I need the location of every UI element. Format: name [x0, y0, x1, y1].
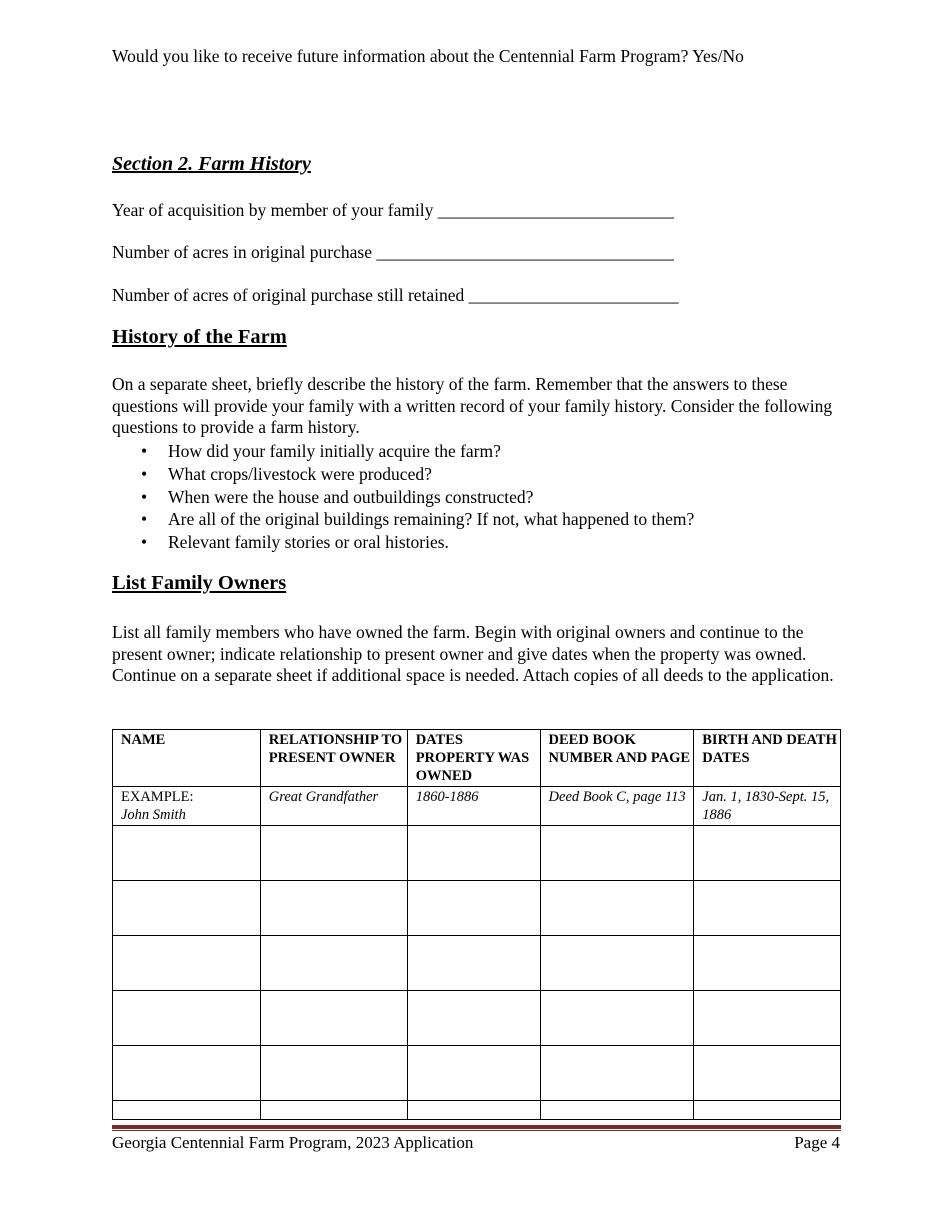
year-of-acquisition-field[interactable]: Year of acquisition by member of your family ___________________________ [112, 200, 675, 220]
table-cell[interactable] [113, 826, 261, 881]
list-item: • How did your family initially acquire the farm? [168, 440, 694, 463]
table-cell[interactable] [260, 881, 407, 936]
table-row [113, 936, 841, 991]
example-birth-death: Jan. 1, 1830-Sept. 15, 1886 [694, 787, 841, 826]
table-cell[interactable] [540, 1046, 694, 1101]
section-2-title: Section 2. Farm History [112, 153, 311, 175]
table-cell[interactable] [540, 881, 694, 936]
table-row [113, 991, 841, 1046]
table-cell[interactable] [113, 881, 261, 936]
table-cell[interactable] [540, 826, 694, 881]
table-cell[interactable] [540, 1101, 694, 1120]
list-item: • When were the house and outbuildings constructed? [168, 486, 694, 509]
example-dates: 1860-1886 [407, 787, 540, 826]
table-cell[interactable] [260, 936, 407, 991]
table-cell[interactable] [407, 881, 540, 936]
table-row [113, 1046, 841, 1101]
footer-rule [112, 1125, 841, 1129]
table-cell[interactable] [694, 991, 841, 1046]
table-cell[interactable] [407, 1101, 540, 1120]
example-label: EXAMPLE: [121, 789, 194, 805]
footer-rule-thin [112, 1130, 841, 1131]
retained-acres-field[interactable]: Number of acres of original purchase still retained ________________________ [112, 285, 679, 305]
example-name-cell [113, 787, 261, 826]
table-cell[interactable] [540, 936, 694, 991]
list-item: • What crops/livestock were produced? [168, 463, 694, 486]
example-row [113, 787, 841, 826]
list-item: • Are all of the original buildings remaining? If not, what happened to them? [168, 508, 694, 531]
footer-page-number: Page 4 [794, 1133, 840, 1152]
example-deed: Deed Book C, page 113 [540, 787, 694, 826]
table-cell[interactable] [407, 936, 540, 991]
table-cell[interactable] [260, 1046, 407, 1101]
example-name: John Smith [121, 807, 186, 823]
table-cell[interactable] [540, 991, 694, 1046]
table-row [113, 826, 841, 881]
owners-paragraph: List all family members who have owned the farm. Begin with original owners and continue to the present owner; indicate relationship to present owner and give dates when the property was owned. Continue on a separate sheet if additional space is needed. Attach copies of all deeds to the application. [112, 622, 834, 685]
table-cell[interactable] [694, 826, 841, 881]
column-header-dates: DATES PROPERTY WAS OWNED [407, 730, 540, 787]
table-cell[interactable] [113, 991, 261, 1046]
column-header-name: NAME [113, 730, 261, 787]
history-questions-list [112, 440, 694, 554]
owners-heading: List Family Owners [112, 572, 287, 594]
table-header-row [113, 730, 841, 787]
column-header-birth-death: BIRTH AND DEATH DATES [694, 730, 841, 787]
table-cell[interactable] [260, 826, 407, 881]
example-relationship: Great Grandfather [260, 787, 407, 826]
list-item: • Relevant family stories or oral histories. [168, 531, 694, 554]
table-cell[interactable] [113, 936, 261, 991]
original-acres-field[interactable]: Number of acres in original purchase __________________________________ [112, 242, 674, 262]
table-cell[interactable] [260, 1101, 407, 1120]
footer-program-name: Georgia Centennial Farm Program, 2023 Application [112, 1133, 474, 1152]
table-cell[interactable] [113, 1101, 261, 1120]
table-cell[interactable] [694, 881, 841, 936]
table-row [113, 881, 841, 936]
info-question: Would you like to receive future information about the Centennial Farm Program? Yes/No [112, 46, 744, 66]
table-cell[interactable] [407, 991, 540, 1046]
table-cell[interactable] [260, 991, 407, 1046]
history-paragraph: On a separate sheet, briefly describe the history of the farm. Remember that the answers to these questions will provide your family with a written record of your family history. Consider the following questions to provide a farm history. [112, 374, 833, 437]
table-cell[interactable] [113, 1046, 261, 1101]
history-heading: History of the Farm [112, 326, 287, 348]
table-cell[interactable] [694, 1046, 841, 1101]
table-cell[interactable] [407, 1046, 540, 1101]
column-header-deed: DEED BOOK NUMBER AND PAGE [540, 730, 694, 787]
table-row [113, 1101, 841, 1120]
table-cell[interactable] [694, 1101, 841, 1120]
table-cell[interactable] [694, 936, 841, 991]
family-owners-table [112, 729, 841, 1120]
table-cell[interactable] [407, 826, 540, 881]
column-header-relationship: RELATIONSHIP TO PRESENT OWNER [260, 730, 407, 787]
